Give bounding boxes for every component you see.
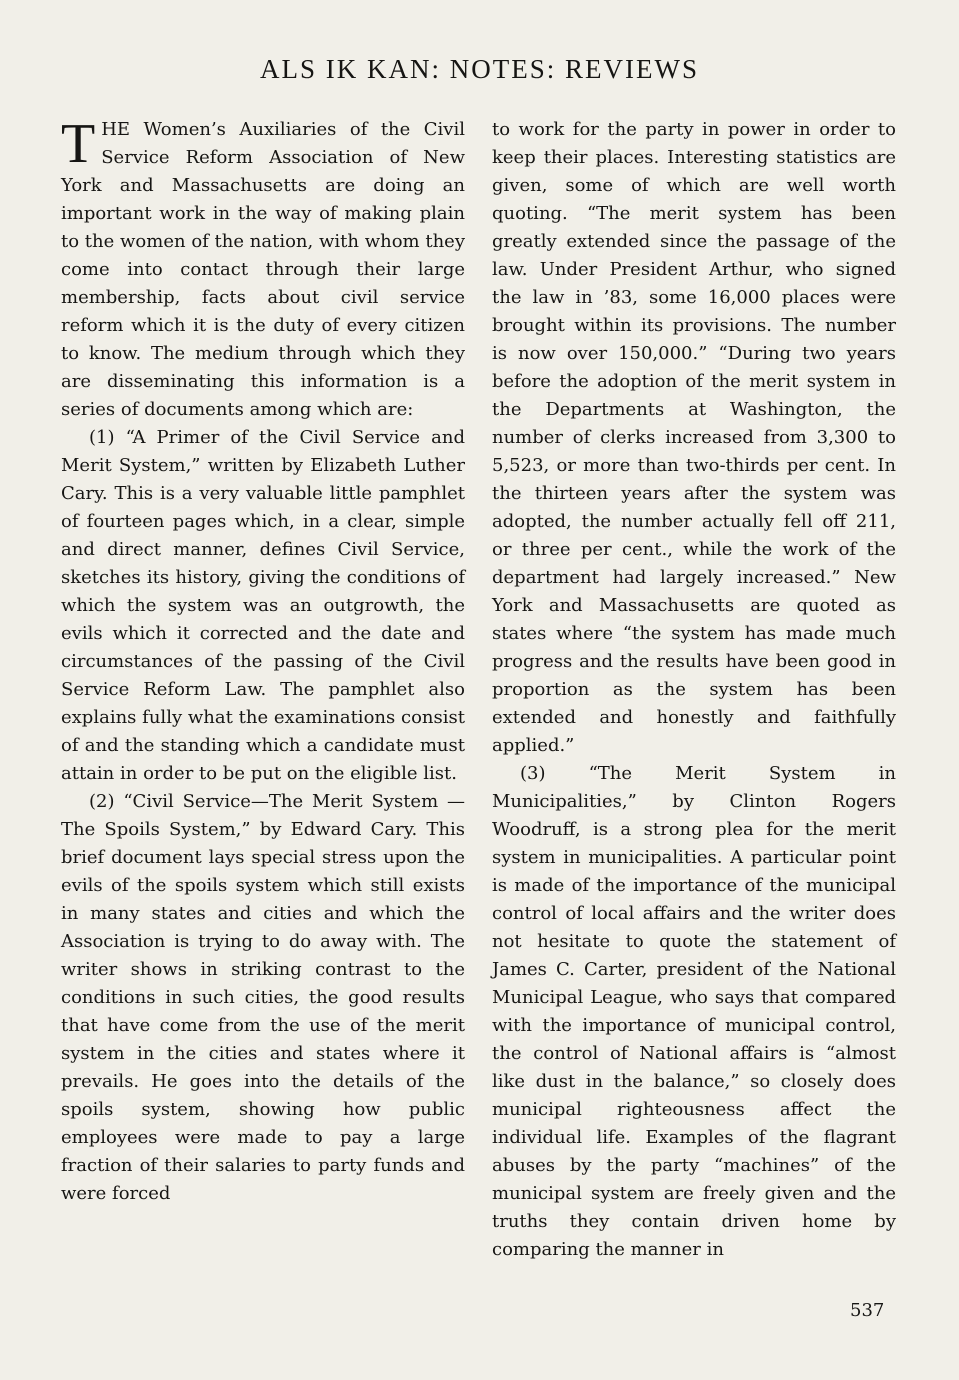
page-number: 537 xyxy=(850,1300,885,1321)
intro-paragraph-text: HE Women’s Auxiliaries of the Civil Service Reform Association of New York and Massachusetts are doing an important work in the way of making plain to the women of the nation, with whom they come into contact through their large membership, facts about civil service reform which it is the duty of every citizen to know. The medium through which they are disseminating this information is a series of documents among which are: xyxy=(61,119,465,420)
drop-cap: T xyxy=(61,113,96,175)
right-column xyxy=(492,116,896,1264)
municipalities-paragraph: (3) “The Merit System in Municipalities,” by Clinton Rogers Woodruff, is a strong plea for the merit system in municipalities. A particular point is made of the importance of the municipal control of local affairs and the writer does not hesitate to quote the statement of James C. Carter, president of the National Municipal League, who says that compared with the importance of municipal control, the control of National affairs is “almost like dust in the balance,” so closely does municipal righteousness affect the individual life. Examples of the flagrant abuses by the party “machines” of the municipal system are freely given and the truths they contain driven home by comparing the manner in xyxy=(492,763,896,1260)
primer-paragraph: (1) “A Primer of the Civil Service and Merit System,” written by Elizabeth Luther Cary. This is a very valuable little pamphlet of fourteen pages which, in a clear, simple and direct manner, defines Civil Service, sketches its history, giving the conditions of which the system was an outgrowth, the evils which it corrected and the date and circumstances of the passing of the Civil Service Reform Law. The pamphlet also explains fully what the examinations consist of and the standing which a candidate must attain in order to be put on the eligible list. xyxy=(61,427,465,784)
spoils-system-paragraph: (2) “Civil Service—The Merit System —The Spoils System,” by Edward Cary. This brief document lays special stress upon the evils of the spoils system which still exists in many states and cities and which the Association is trying to do away with. The writer shows in striking contrast to the conditions in such cities, the good results that have come from the use of the merit system in the cities and states where it prevails. He goes into the details of the spoils system, showing how public employees were made to pay a large fraction of their salaries to party funds and were forced xyxy=(61,791,465,1204)
intro-paragraph xyxy=(61,113,465,424)
running-head: ALS IK KAN: NOTES: REVIEWS xyxy=(260,54,699,84)
left-column xyxy=(61,113,465,1208)
statistics-paragraph: to work for the party in power in order to keep their places. Interesting statistics are given, some of which are well worth quoting. “The merit system has been greatly extended since the passage of the law. Under President Arthur, who signed the law in ’83, some 16,000 places were brought within its provisions. The number is now over 150,000.” “During two years before the adoption of the merit system in the Departments at Washington, the number of clerks increased from 3,300 to 5,523, or more than two-thirds per cent. In the thirteen years after the system was adopted, the number actually fell off 211, or three per cent., while the work of the department had largely increased.” New York and Massachusetts are quoted as states where “the system has made much progress and the results have been good in proportion as the system has been extended and honestly and faithfully applied.” xyxy=(492,119,896,756)
